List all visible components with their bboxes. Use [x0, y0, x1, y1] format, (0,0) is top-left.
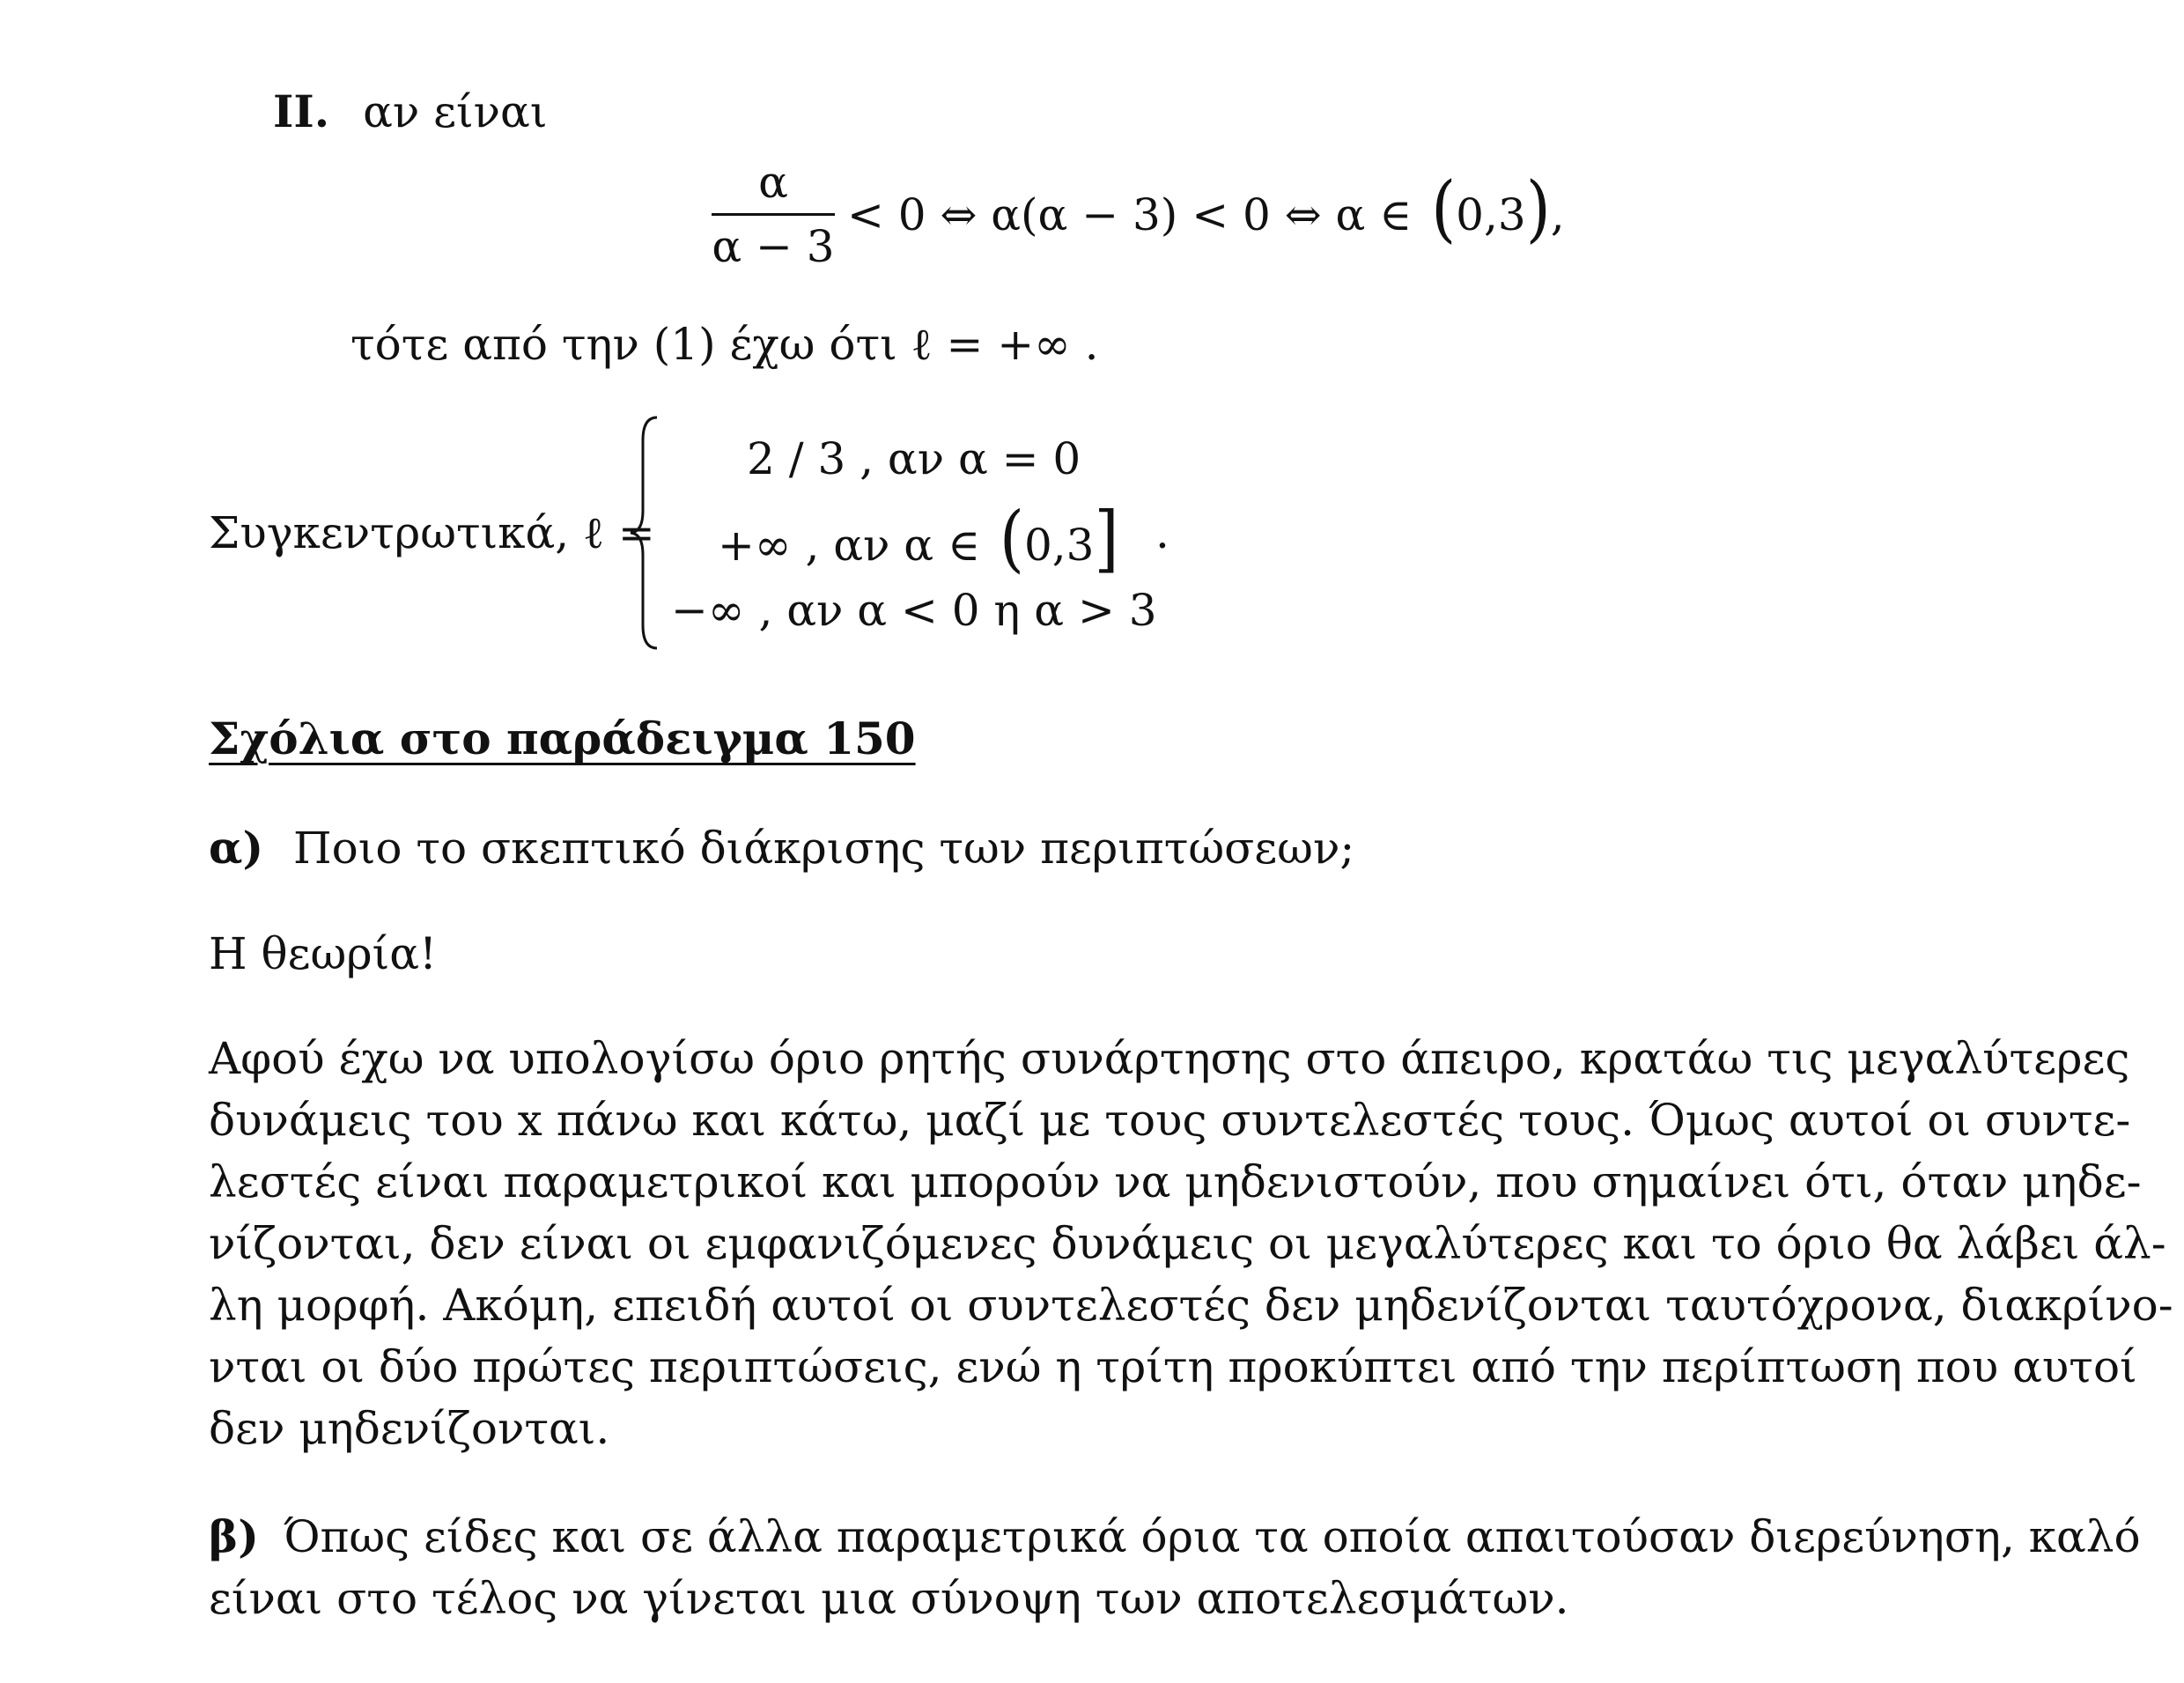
question-b-text-1: Όπως είδες και σε άλλα παραμετρικά όρια τα οποία απαιτούσαν διερεύνηση, καλό: [283, 1511, 2141, 1562]
question-a-text: Ποιο το σκεπτικό διάκρισης των περιπτώσεων;: [293, 823, 1355, 874]
paragraph-line: νται οι δύο πρώτες περιπτώσεις, ενώ η τρίτη προκύπτει από την περίπτωση που αυτοί: [209, 1341, 2137, 1392]
question-b-line-1: [209, 1506, 2141, 1568]
fraction-bar: [712, 213, 835, 216]
paragraph-line: δυνάμεις του x πάνω και κάτω, μαζί με τους συντελεστές τους. Όμως αυτοί οι συντε-: [209, 1095, 2131, 1146]
interval-inner: 0,3: [1456, 189, 1526, 240]
fraction: [712, 157, 835, 272]
inequality-text: < 0 ⇔ α(α − 3) < 0 ⇔ α ∈: [847, 189, 1413, 240]
question-a-label: α): [209, 822, 264, 874]
row2-left-paren: (: [999, 495, 1024, 581]
question-a: [209, 822, 1355, 874]
question-b-label: β): [209, 1510, 259, 1562]
paragraph-line: δεν μηδενίζονται.: [209, 1403, 610, 1454]
comments-heading: Σχόλια στο παράδειγμα 150: [209, 712, 916, 764]
theory-line: Η θεωρία!: [209, 928, 438, 979]
inequality-tail: ,: [1550, 189, 1565, 240]
case-label: [273, 85, 548, 137]
summary-row-2: [718, 495, 1119, 581]
summary-end-dot: .: [1155, 507, 1169, 558]
right-paren: ): [1525, 165, 1551, 251]
fraction-numerator: α: [758, 157, 788, 208]
case-text: αν είναι: [363, 86, 548, 137]
left-brace: [627, 414, 662, 652]
row2-right-bracket: ]: [1094, 495, 1119, 581]
explanation-paragraph: [209, 1028, 2173, 1459]
row2-interval: 0,3: [1023, 520, 1095, 571]
fraction-denominator: α − 3: [712, 221, 835, 272]
paragraph-line: λη μορφή. Ακόμη, επειδή αυτοί οι συντελεστές δεν μηδενίζονται ταυτόχρονα, διακρίνο-: [209, 1280, 2173, 1331]
paragraph-line: λεστές είναι παραμετρικοί και μπορούν να μηδενιστούν, που σημαίνει ότι, όταν μηδε-: [209, 1156, 2142, 1207]
summary-row-1: 2 / 3 , αν α = 0: [747, 433, 1081, 484]
question-b-line-2: είναι στο τέλος να γίνεται μια σύνοψη των αποτελεσμάτων.: [209, 1573, 1569, 1624]
inequality-chain: [847, 165, 1565, 251]
left-paren: (: [1431, 165, 1457, 251]
case-number: II.: [273, 85, 330, 137]
summary-lead: Συγκεντρωτικά, ℓ =: [209, 507, 655, 558]
summary-row-3: −∞ , αν α < 0 η α > 3: [671, 585, 1157, 636]
then-line: τότε από την (1) έχω ότι ℓ = +∞ .: [350, 319, 1099, 370]
paragraph-line: νίζονται, δεν είναι οι εμφανιζόμενες δυνάμεις οι μεγαλύτερες και το όριο θα λάβει άλ-: [209, 1218, 2166, 1269]
paragraph-line: Αφού έχω να υπολογίσω όριο ρητής συνάρτησης στο άπειρο, κρατάω τις μεγαλύτερες: [209, 1033, 2130, 1084]
summary-row-2-text: +∞ , αν α ∈: [718, 520, 980, 571]
question-b: [209, 1506, 2141, 1629]
